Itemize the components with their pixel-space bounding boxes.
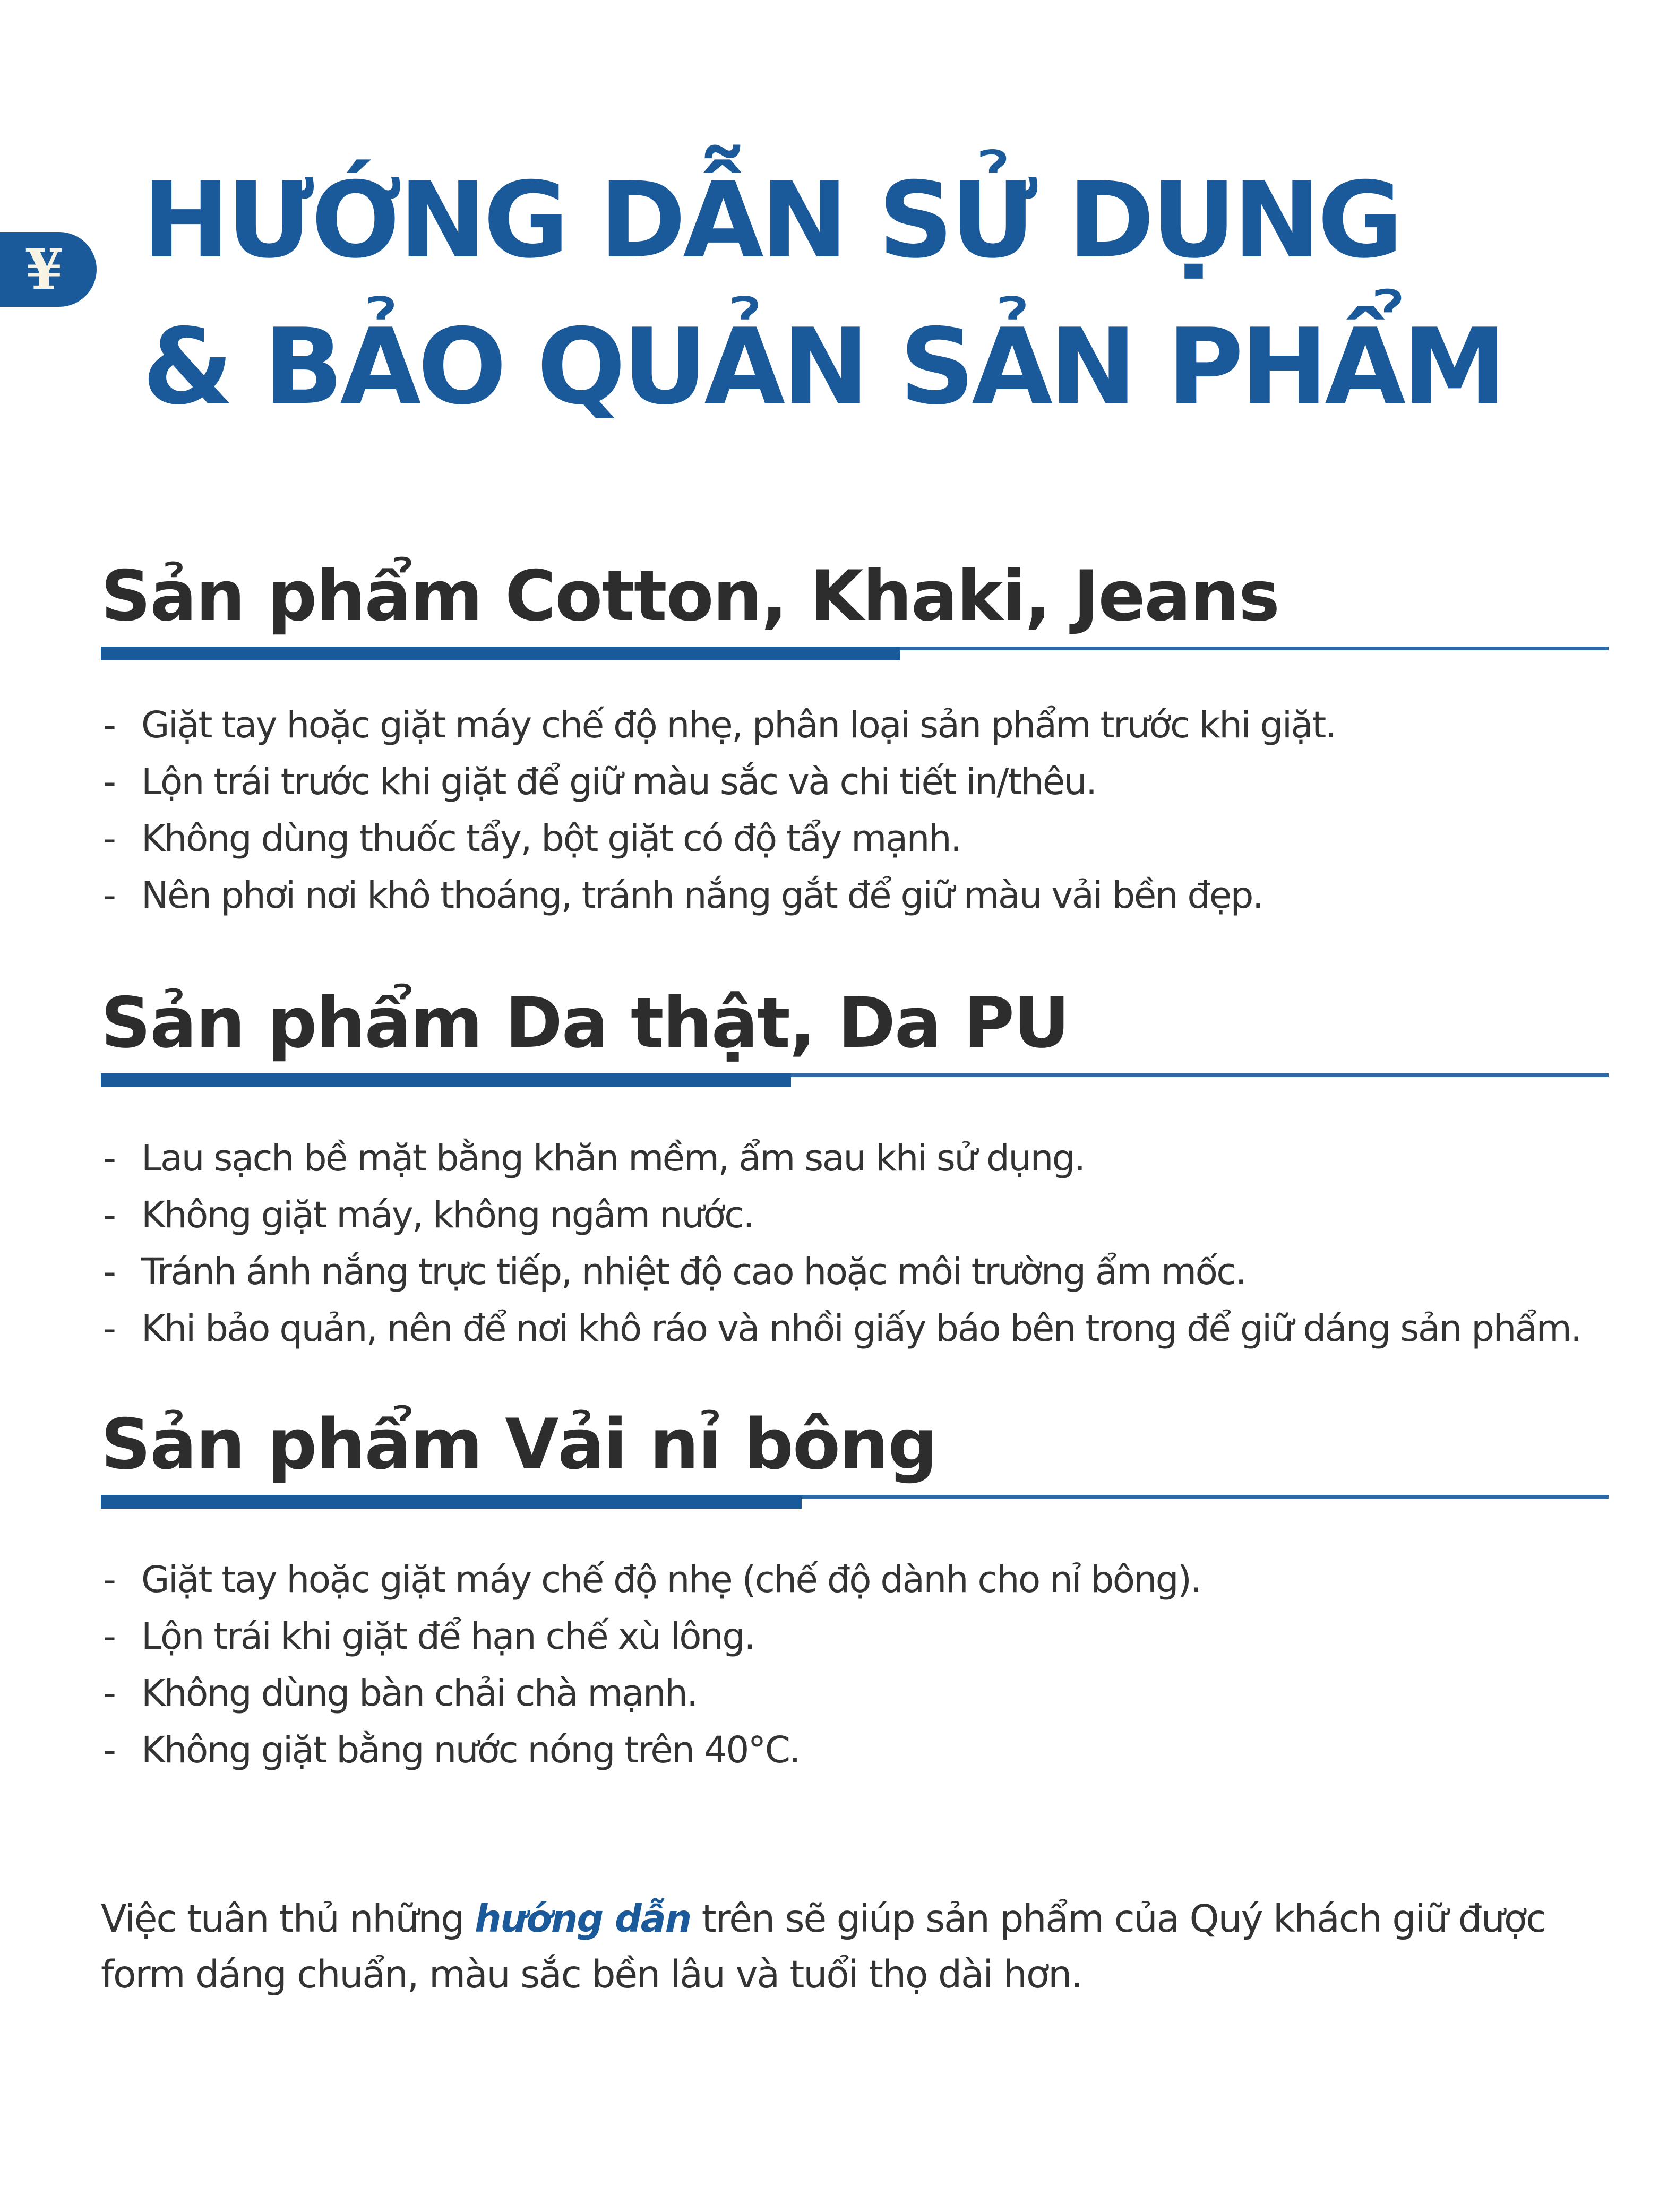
list-item xyxy=(101,753,1640,810)
brand-glyph-icon: ¥ xyxy=(24,236,64,302)
page-title-line-1: HƯỚNG DẪN SỬ DỤNG xyxy=(142,160,1400,281)
divider-accent-bar xyxy=(101,1073,791,1087)
page-title xyxy=(142,148,1503,441)
list-item xyxy=(101,867,1640,924)
dash-bullet: - xyxy=(103,760,115,803)
section-list-cotton-khaki-jeans xyxy=(101,696,1640,924)
dash-bullet: - xyxy=(103,874,115,917)
dash-bullet: - xyxy=(103,1615,115,1658)
dash-bullet: - xyxy=(103,817,115,860)
list-item-text: Lau sạch bề mặt bằng khăn mềm, ẩm sau khi sử dụng. xyxy=(141,1137,1085,1180)
section-divider xyxy=(101,647,1609,661)
list-item xyxy=(101,1551,1640,1608)
list-item-text: Giặt tay hoặc giặt máy chế độ nhẹ (chế độ dành cho nỉ bông). xyxy=(141,1558,1201,1601)
list-item-text: Giặt tay hoặc giặt máy chế độ nhẹ, phân loại sản phẩm trước khi giặt. xyxy=(141,703,1336,746)
footer-text-prefix: Việc tuân thủ những xyxy=(101,1897,475,1941)
list-item-text: Tránh ánh nắng trực tiếp, nhiệt độ cao hoặc môi trường ẩm mốc. xyxy=(141,1250,1246,1293)
list-item-text: Không dùng bàn chải chà mạnh. xyxy=(141,1672,697,1715)
footer-text-suffix: trên sẽ giúp sản phẩm của Quý khách giữ được form dáng chuẩn, màu sắc bền lâu và tuổi thọ dài hơn. xyxy=(101,1897,1546,1996)
footer-highlight-huong-dan: hướng dẫn xyxy=(474,1897,691,1941)
list-item xyxy=(101,1243,1640,1300)
list-item xyxy=(101,1300,1640,1357)
list-item-text: Khi bảo quản, nên để nơi khô ráo và nhồi giấy báo bên trong để giữ dáng sản phẩm. xyxy=(141,1307,1581,1350)
dash-bullet: - xyxy=(103,1728,115,1771)
dash-bullet: - xyxy=(103,1307,115,1350)
divider-accent-bar xyxy=(101,1495,802,1509)
section-list-da-that-da-pu xyxy=(101,1130,1640,1357)
list-item-text: Nên phơi nơi khô thoáng, tránh nắng gắt để giữ màu vải bền đẹp. xyxy=(141,874,1263,917)
dash-bullet: - xyxy=(103,1137,115,1180)
list-item xyxy=(101,1130,1640,1186)
page-title-line-2: & BẢO QUẢN SẢN PHẨM xyxy=(142,306,1503,428)
section-divider xyxy=(101,1495,1609,1510)
dash-bullet: - xyxy=(103,1558,115,1601)
list-item-text: Lộn trái khi giặt để hạn chế xù lông. xyxy=(141,1615,754,1658)
dash-bullet: - xyxy=(103,1193,115,1236)
divider-accent-bar xyxy=(101,647,900,660)
list-item-text: Không giặt máy, không ngâm nước. xyxy=(141,1193,753,1236)
dash-bullet: - xyxy=(103,1672,115,1715)
section-heading-cotton-khaki-jeans: Sản phẩm Cotton, Khaki, Jeans xyxy=(101,555,1279,636)
section-list-vai-ni-bong xyxy=(101,1551,1640,1778)
section-heading-vai-ni-bong: Sản phẩm Vải nỉ bông xyxy=(101,1404,937,1485)
list-item xyxy=(101,1608,1640,1665)
dash-bullet: - xyxy=(103,703,115,746)
section-divider xyxy=(101,1073,1609,1088)
list-item xyxy=(101,810,1640,867)
dash-bullet: - xyxy=(103,1250,115,1293)
list-item-text: Không giặt bằng nước nóng trên 40°C. xyxy=(141,1728,800,1771)
list-item xyxy=(101,1186,1640,1243)
footer-note xyxy=(101,1891,1593,2002)
list-item-text: Lộn trái trước khi giặt để giữ màu sắc và chi tiết in/thêu. xyxy=(141,760,1096,803)
list-item xyxy=(101,1665,1640,1722)
brand-badge xyxy=(0,232,97,307)
list-item-text: Không dùng thuốc tẩy, bột giặt có độ tẩy mạnh. xyxy=(141,817,961,860)
list-item xyxy=(101,696,1640,753)
section-heading-da-that-da-pu: Sản phẩm Da thật, Da PU xyxy=(101,982,1069,1063)
list-item xyxy=(101,1722,1640,1778)
